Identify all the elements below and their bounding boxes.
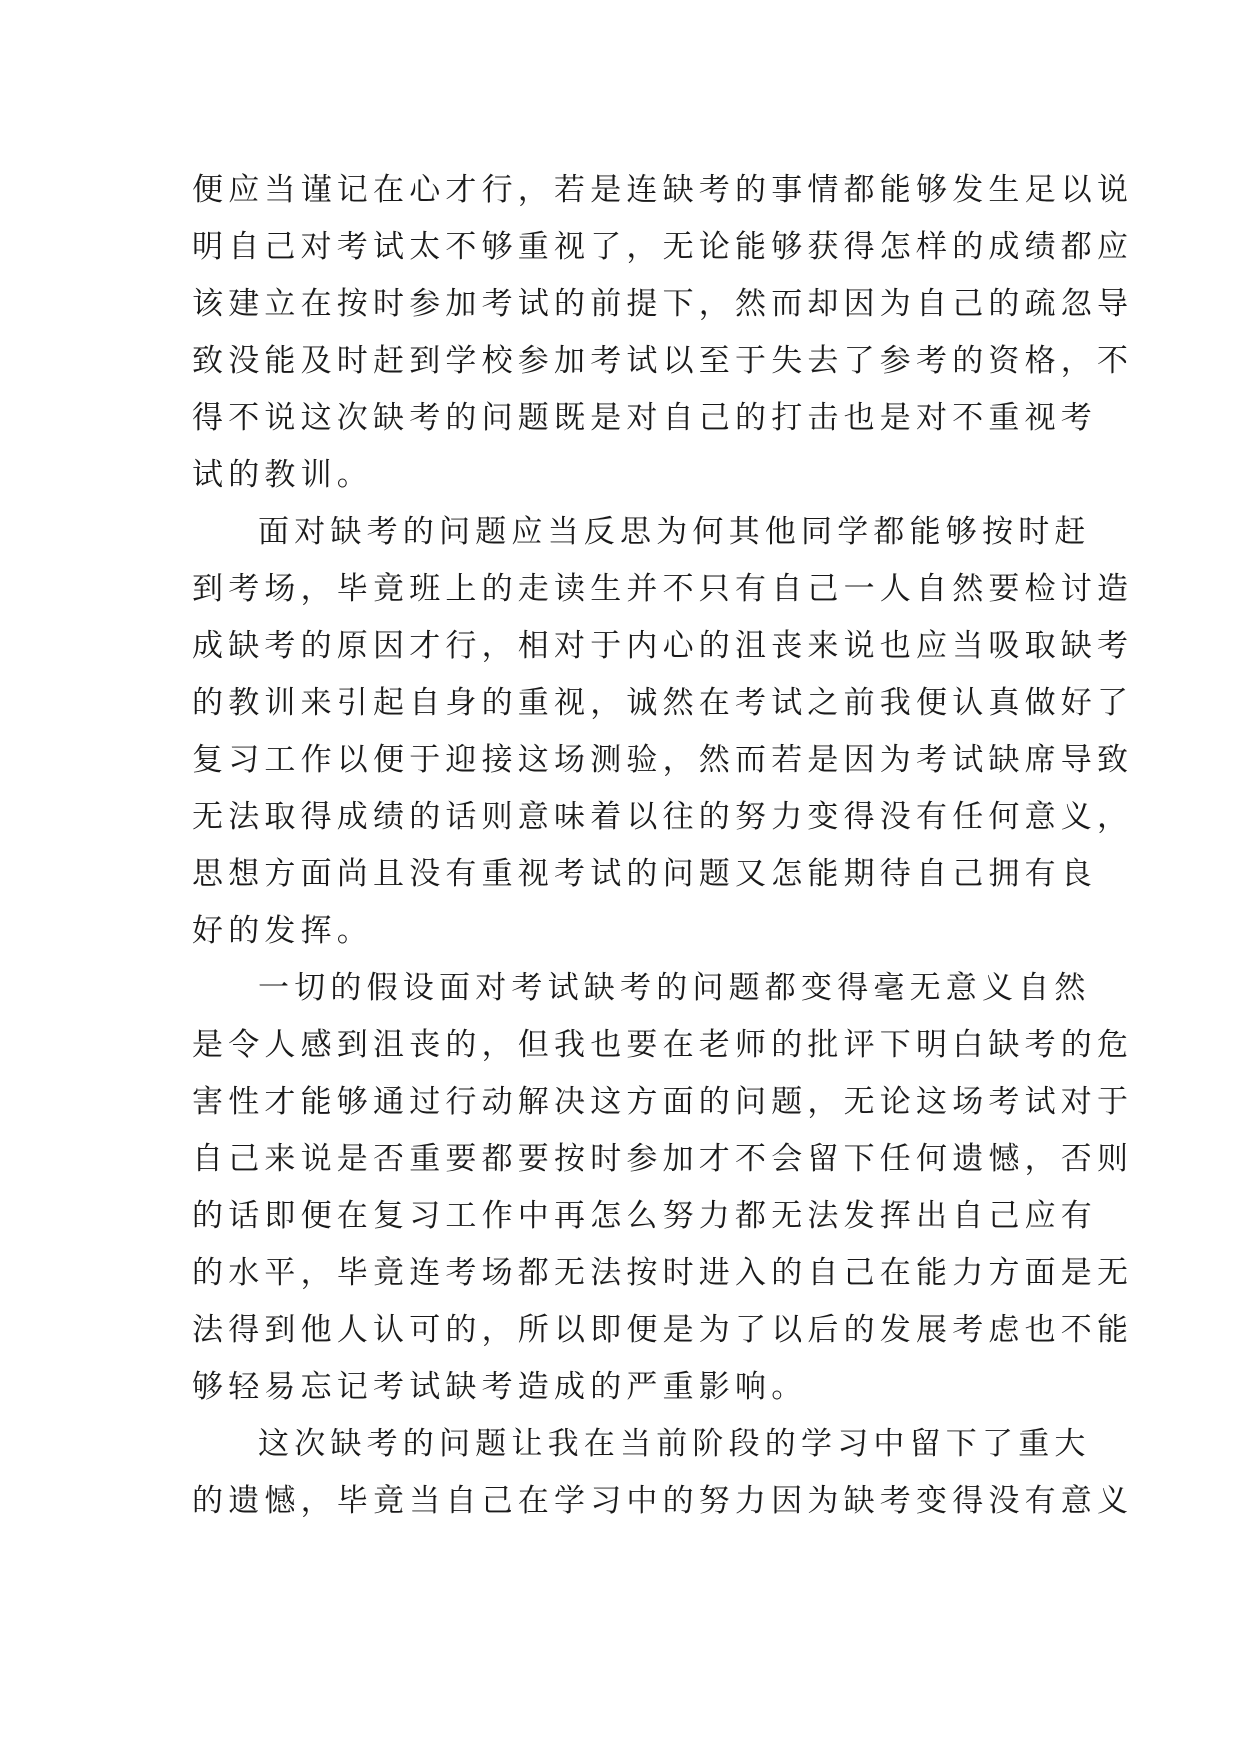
text-line: 成缺考的原因才行，相对于内心的沮丧来说也应当吸取缺考 xyxy=(192,628,1134,664)
text-line: 好的发挥。 xyxy=(192,913,373,949)
text-line: 法得到他人认可的，所以即便是为了以后的发展考虑也不能 xyxy=(192,1312,1134,1348)
text-line: 该建立在按时参加考试的前提下，然而却因为自己的疏忽导 xyxy=(192,286,1134,322)
paragraph-first-line: 这次缺考的问题让我在当前阶段的学习中留下了重大 xyxy=(258,1426,1091,1462)
paragraph-first-line: 面对缺考的问题应当反思为何其他同学都能够按时赶 xyxy=(258,514,1091,550)
text-line: 害性才能够通过行动解决这方面的问题，无论这场考试对于 xyxy=(192,1084,1134,1120)
text-line: 的水平，毕竟连考场都无法按时进入的自己在能力方面是无 xyxy=(192,1255,1134,1291)
text-line: 的遗憾，毕竟当自己在学习中的努力因为缺考变得没有意义 xyxy=(192,1483,1134,1519)
text-line: 明自己对考试太不够重视了，无论能够获得怎样的成绩都应 xyxy=(192,229,1134,265)
text-line: 得不说这次缺考的问题既是对自己的打击也是对不重视考 xyxy=(192,400,1097,436)
paragraph-first-line: 一切的假设面对考试缺考的问题都变得毫无意义自然 xyxy=(258,970,1091,1006)
text-line: 复习工作以便于迎接这场测验，然而若是因为考试缺席导致 xyxy=(192,742,1134,778)
text-line: 的话即便在复习工作中再怎么努力都无法发挥出自己应有 xyxy=(192,1198,1097,1234)
text-line: 是令人感到沮丧的，但我也要在老师的批评下明白缺考的危 xyxy=(192,1027,1134,1063)
text-line: 够轻易忘记考试缺考造成的严重影响。 xyxy=(192,1369,808,1405)
text-line: 到考场，毕竟班上的走读生并不只有自己一人自然要检讨造 xyxy=(192,571,1134,607)
text-line: 思想方面尚且没有重视考试的问题又怎能期待自己拥有良 xyxy=(192,856,1097,892)
text-line: 无法取得成绩的话则意味着以往的努力变得没有任何意义， xyxy=(192,799,1134,835)
text-line: 的教训来引起自身的重视，诚然在考试之前我便认真做好了 xyxy=(192,685,1134,721)
text-line: 便应当谨记在心才行，若是连缺考的事情都能够发生足以说 xyxy=(192,172,1134,208)
text-line: 致没能及时赶到学校参加考试以至于失去了参考的资格，不 xyxy=(192,343,1134,379)
text-line: 自己来说是否重要都要按时参加才不会留下任何遗憾，否则 xyxy=(192,1141,1134,1177)
text-line: 试的教训。 xyxy=(192,457,373,493)
